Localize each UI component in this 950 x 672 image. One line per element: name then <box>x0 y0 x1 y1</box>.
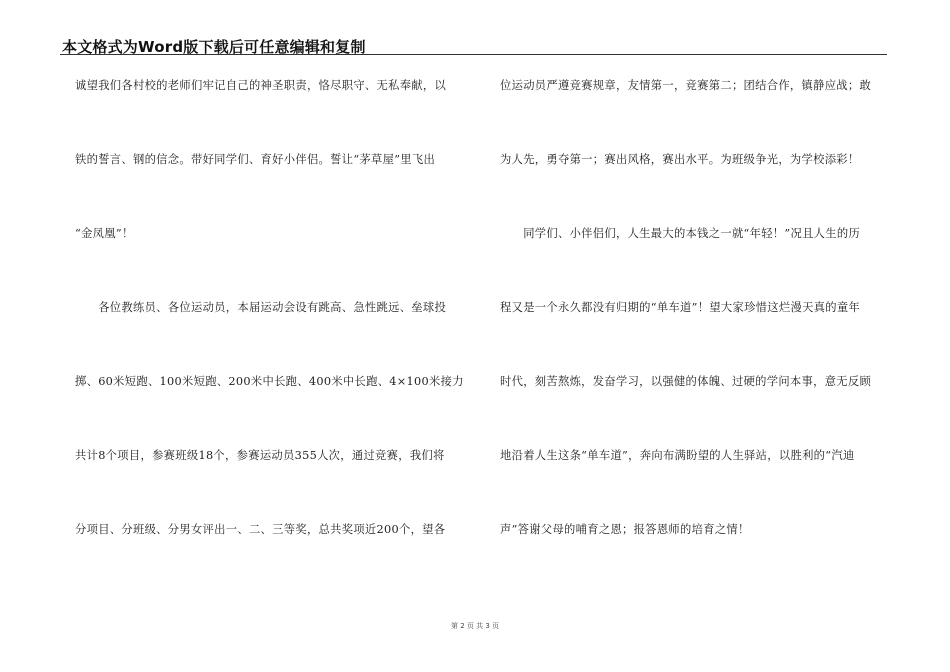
paragraph-line: 时代，刻苦熬炼，发奋学习，以强健的体魄、过硬的学问本事，意无反顾 <box>500 375 872 388</box>
paragraph-line: 程又是一个永久都没有归期的“单车道”！望大家珍惜这烂漫天真的童年 <box>500 301 861 314</box>
paragraph-line: 共计8个项目，参赛班级18个，参赛运动员355人次，通过竞赛，我们将 <box>75 449 445 462</box>
paragraph-line: 诚望我们各村校的老师们牢记自己的神圣职责，恪尽职守、无私奉献，以 <box>75 79 447 92</box>
page-number-footer: 第 2 页 共 3 页 <box>450 622 500 630</box>
paragraph-line: 各位教练员、各位运动员，本届运动会设有跳高、急性跳远、垒球投 <box>75 301 447 314</box>
paragraph-line: 地沿着人生这条“单车道”，奔向布满盼望的人生驿站，以胜利的“汽迪 <box>500 449 855 462</box>
header-divider <box>60 54 887 55</box>
paragraph-line: 为人先，勇夺第一；赛出风格，赛出水平。为班级争光，为学校添彩！ <box>500 153 860 166</box>
paragraph-line: 位运动员严遵竞赛规章，友情第一，竞赛第二；团结合作，镇静应战；敢 <box>500 79 872 92</box>
paragraph-line: “金凤凰”！ <box>75 227 134 240</box>
document-header-title: 本文格式为Word版下载后可任意编辑和复制 <box>62 38 366 56</box>
paragraph-line: 掷、60米短跑、100米短跑、200米中长跑、400米中长跑、4×100米接力 <box>75 375 464 388</box>
paragraph-line: 声”答谢父母的哺育之恩；报答恩师的培育之情！ <box>500 523 750 536</box>
paragraph-line: 分项目、分班级、分男女评出一、二、三等奖，总共奖项近200个，望各 <box>75 523 446 536</box>
paragraph-line: 铁的誓言、钢的信念。带好同学们、育好小伴侣。誓让“茅草屋”里飞出 <box>75 153 436 166</box>
paragraph-line: 同学们、小伴侣们，人生最大的本钱之一就“年轻！”况且人生的历 <box>500 227 861 240</box>
